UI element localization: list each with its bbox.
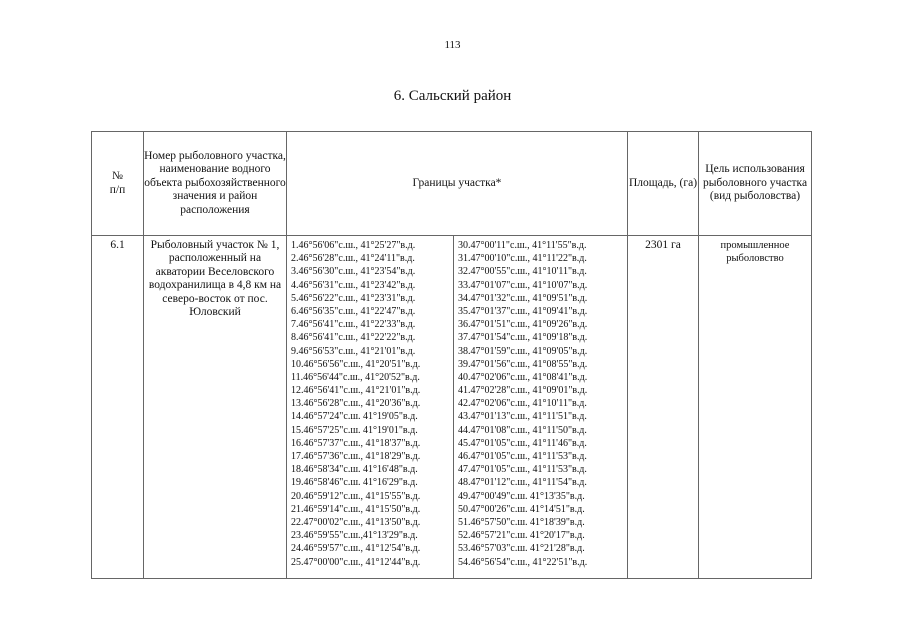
coordinate-point: 47.47°01'05"с.ш., 41°11'53"в.д. bbox=[458, 464, 587, 476]
coordinate-point: 53.46°57'03"с.ш. 41°21'28"в.д. bbox=[458, 543, 585, 555]
coordinate-point: 18.46°58'34"с.ш. 41°16'48"в.д. bbox=[291, 464, 418, 476]
coordinate-point: 24.46°59'57"с.ш., 41°12'54"в.д. bbox=[291, 543, 421, 555]
coordinate-point: 40.47°02'06"с.ш., 41°08'41"в.д. bbox=[458, 371, 588, 383]
header-purpose: Цель использования рыболовного участка (вид рыболовства) bbox=[699, 132, 812, 236]
coordinate-point: 22.47°00'02"с.ш., 41°13'50"в.д. bbox=[291, 516, 421, 528]
fishing-plots-table bbox=[91, 131, 812, 579]
coordinate-point: 36.47°01'51"с.ш., 41°09'26"в.д. bbox=[458, 319, 588, 331]
header-num: № п/п bbox=[92, 132, 144, 236]
coordinate-point: 48.47°01'12"с.ш., 41°11'54"в.д. bbox=[458, 477, 587, 489]
coordinate-point: 52.46°57'21"с.ш. 41°20'17"в.д. bbox=[458, 530, 585, 542]
coordinate-point: 35.47°01'37"с.ш., 41°09'41"в.д. bbox=[458, 305, 588, 317]
table-row bbox=[92, 236, 812, 579]
row-area: 2301 га bbox=[628, 236, 699, 579]
coordinate-point: 17.46°57'36"с.ш., 41°18'29"в.д. bbox=[291, 451, 421, 462]
coordinate-point: 21.46°59'14"с.ш., 41°15'50"в.д. bbox=[291, 503, 421, 515]
coordinate-point: 19.46°58'46"с.ш. 41°16'29"в.д. bbox=[291, 477, 418, 489]
coordinate-point: 32.47°00'55"с.ш., 41°10'11"в.д. bbox=[458, 266, 587, 278]
coordinate-point: 30.47°00'11"с.ш., 41°11'55"в.д. bbox=[458, 240, 587, 251]
header-bounds: Границы участка* bbox=[287, 132, 628, 236]
coordinate-point: 41.47°02'28"с.ш., 41°09'01"в.д. bbox=[458, 385, 588, 397]
coordinate-point: 8.46°56'41"с.ш., 41°22'22"в.д. bbox=[291, 332, 416, 344]
coordinate-point: 9.46°56'53"с.ш., 41°21'01"в.д. bbox=[291, 345, 416, 357]
coordinate-point: 3.46°56'30"с.ш., 41°23'54"в.д. bbox=[291, 266, 416, 278]
coordinate-point: 44.47°01'08"с.ш., 41°11'50"в.д. bbox=[458, 424, 587, 436]
coordinate-point: 1.46°56'06"с.ш., 41°25'27"в.д. bbox=[291, 240, 416, 251]
row-purpose: промышленное рыболовство bbox=[699, 236, 812, 579]
coordinate-point: 6.46°56'35"с.ш., 41°22'47"в.д. bbox=[291, 305, 416, 317]
coordinate-point: 33.47°01'07"с.ш., 41°10'07"в.д. bbox=[458, 279, 588, 291]
coordinate-point: 25.47°00'00"с.ш., 41°12'44"в.д. bbox=[291, 556, 421, 568]
coordinate-point: 42.47°02'06"с.ш., 41°10'11"в.д. bbox=[458, 398, 587, 410]
coordinate-point: 46.47°01'05"с.ш., 41°11'53"в.д. bbox=[458, 451, 587, 462]
header-area: Площадь, (га) bbox=[628, 132, 699, 236]
page-number: 113 bbox=[444, 39, 461, 51]
coordinate-point: 43.47°01'13"с.ш., 41°11'51"в.д. bbox=[458, 411, 587, 423]
coordinate-point: 15.46°57'25"с.ш. 41°19'01"в.д. bbox=[291, 424, 418, 436]
header-name: Номер рыболовного участка, наименование водного объекта рыбохозяйственного значения и район расположения bbox=[144, 132, 287, 236]
coordinate-point: 10.46°56'56"с.ш., 41°20'51"в.д. bbox=[291, 358, 421, 370]
coordinate-point: 51.46°57'50"с.ш. 41°18'39"в.д. bbox=[458, 516, 585, 528]
coordinate-point: 5.46°56'22"с.ш., 41°23'31"в.д. bbox=[291, 292, 416, 304]
coordinate-point: 49.47°00'49"с.ш. 41°13'35"в.д. bbox=[458, 490, 585, 502]
coordinate-point: 37.47°01'54"с.ш., 41°09'18"в.д. bbox=[458, 332, 588, 344]
coordinate-point: 11.46°56'44"с.ш., 41°20'52"в.д. bbox=[291, 371, 420, 383]
coordinate-point: 50.47°00'26"с.ш. 41°14'51"в.д. bbox=[458, 503, 585, 515]
coordinate-point: 45.47°01'05"с.ш., 41°11'46"в.д. bbox=[458, 437, 587, 449]
coordinate-point: 39.47°01'56"с.ш., 41°08'55"в.д. bbox=[458, 358, 588, 370]
coordinate-point: 20.46°59'12"с.ш., 41°15'55"в.д. bbox=[291, 490, 421, 502]
coordinate-point: 2.46°56'28"с.ш., 41°24'11"в.д. bbox=[291, 253, 415, 265]
coordinate-point: 7.46°56'41"с.ш., 41°22'33"в.д. bbox=[291, 319, 416, 331]
coordinate-point: 38.47°01'59"с.ш., 41°09'05"в.д. bbox=[458, 345, 588, 357]
section-title: 6. Сальский район bbox=[393, 88, 512, 104]
coordinate-point: 23.46°59'55"с.ш.,41°13'29"в.д. bbox=[291, 530, 418, 542]
coords-left-list bbox=[287, 236, 454, 579]
coordinate-point: 16.46°57'37"с.ш., 41°18'37"в.д. bbox=[291, 437, 421, 449]
coordinate-point: 31.47°00'10"с.ш., 41°11'22"в.д. bbox=[458, 253, 587, 265]
coordinate-point: 14.46°57'24"с.ш. 41°19'05"в.д. bbox=[291, 411, 418, 423]
coordinate-point: 54.46°56'54"с.ш., 41°22'51"в.д. bbox=[458, 556, 588, 568]
table-header-row bbox=[92, 132, 812, 236]
coordinate-point: 13.46°56'28"с.ш., 41°20'36"в.д. bbox=[291, 398, 421, 410]
row-num: 6.1 bbox=[92, 236, 144, 579]
row-name: Рыболовный участок № 1, расположенный на акватории Веселовского водохранилища в 4,8 км на северо-восток от пос. Юловский bbox=[144, 236, 287, 579]
coords-right-list bbox=[454, 236, 628, 579]
coordinate-point: 4.46°56'31"с.ш., 41°23'42"в.д. bbox=[291, 279, 416, 291]
coordinate-point: 34.47°01'32"с.ш., 41°09'51"в.д. bbox=[458, 292, 588, 304]
coordinate-point: 12.46°56'41"с.ш., 41°21'01"в.д. bbox=[291, 385, 421, 397]
